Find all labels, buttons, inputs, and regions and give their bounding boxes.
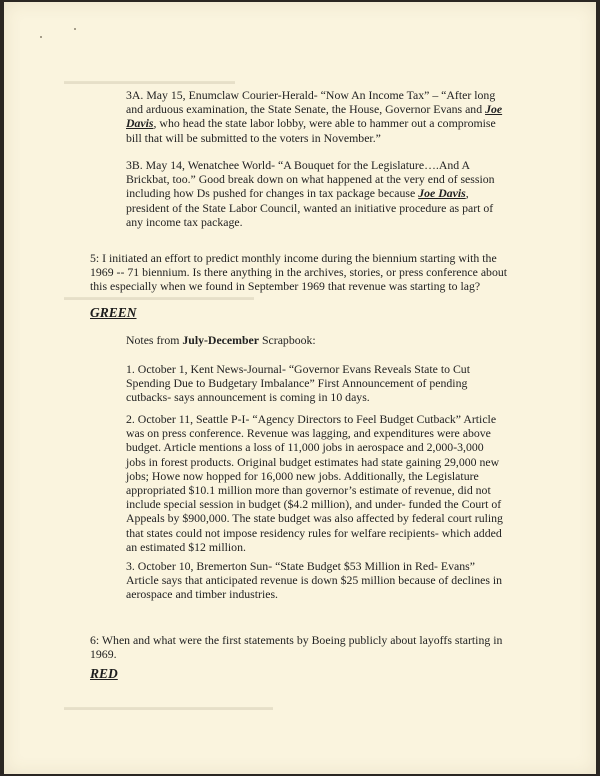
- document-page: [4, 2, 596, 774]
- item-3a: [126, 88, 506, 145]
- question-5: 5: I initiated an effort to predict monthly income during the biennium starting with the 1969 -- 71 biennium. Is there anything in the archives, stories, or press conference about this especially when we found in September 1969 that revenue was starting to lag?: [90, 251, 508, 294]
- notes-range: July-December: [182, 333, 260, 347]
- green-heading: GREEN: [90, 305, 137, 320]
- list-item: 3. October 10, Bremerton Sun- “State Budget $53 Million in Red- Evans” Article says that anticipated revenue is down $25 million because of declines in aerospace and timber industries.: [126, 559, 503, 602]
- question-6: 6: When and what were the first statements by Boeing publicly about layoffs starting in 1969.: [90, 633, 503, 662]
- item-3a-text-post: , who head the state labor lobby, were able to hammer out a compromise bill that will be submitted to the voters in November.”: [126, 116, 496, 145]
- item-3b: [126, 158, 506, 229]
- notes-post: Scrapbook:: [259, 333, 316, 347]
- speck: [40, 36, 42, 38]
- item-3b-text-post: , president of the State Labor Council, wanted an initiative procedure as part of any income tax package.: [126, 186, 494, 229]
- item-3a-text-pre: 3A. May 15, Enumclaw Courier-Herald- “Now An Income Tax” – “After long and arduous examination, the State Senate, the House, Governor Evans and: [126, 88, 496, 117]
- item-3a-name: Joe Davis: [126, 102, 503, 131]
- list-item: 2. October 11, Seattle P-I- “Agency Directors to Feel Budget Cutback” Article was on press conference. Revenue was lagging, and expenditures were above budget. Article mentions a loss of 11,000 jobs in aerospace and 2,000-3,000 jobs in forest products. Original budget estimates had state gaining 29,000 new jobs; Howe now hopped for 16,000 new jobs. Additionally, the Legislature appropriated $10.1 million more than governor’s estimate of revenue, did not include special session in budget ($4.2 million), and under- funded the Court of Appeals by $900,000. The state budget was also affected by federal court ruling that states could not impose residency rules for welfare recipients- which added an estimated $12 million.: [126, 412, 503, 554]
- speck: [74, 28, 76, 30]
- bleed-through: ▬▬▬▬▬▬▬▬▬▬▬▬▬▬▬▬▬▬: [64, 77, 235, 87]
- bleed-through: ▬▬▬▬▬▬▬▬▬▬▬▬▬▬▬▬▬▬▬▬: [64, 293, 254, 303]
- notes-line: [126, 333, 506, 347]
- red-heading: RED: [90, 666, 118, 681]
- item-3b-text-pre: 3B. May 14, Wenatchee World- “A Bouquet for the Legislature….And A Brickbat, too.” Good break down on what happened at the very end of session including how Ds pushed for changes in tax package because: [126, 158, 495, 201]
- bleed-through: ▬▬▬▬▬▬▬▬▬▬▬▬▬▬▬▬▬▬▬▬▬▬: [64, 703, 273, 713]
- list-item: 1. October 1, Kent News-Journal- “Governor Evans Reveals State to Cut Spending Due to Budgetary Imbalance” First Announcement of pending cutbacks- says announcement is coming in 10 days.: [126, 362, 470, 405]
- notes-pre: Notes from: [126, 333, 183, 347]
- item-3b-name: Joe Davis: [418, 186, 466, 201]
